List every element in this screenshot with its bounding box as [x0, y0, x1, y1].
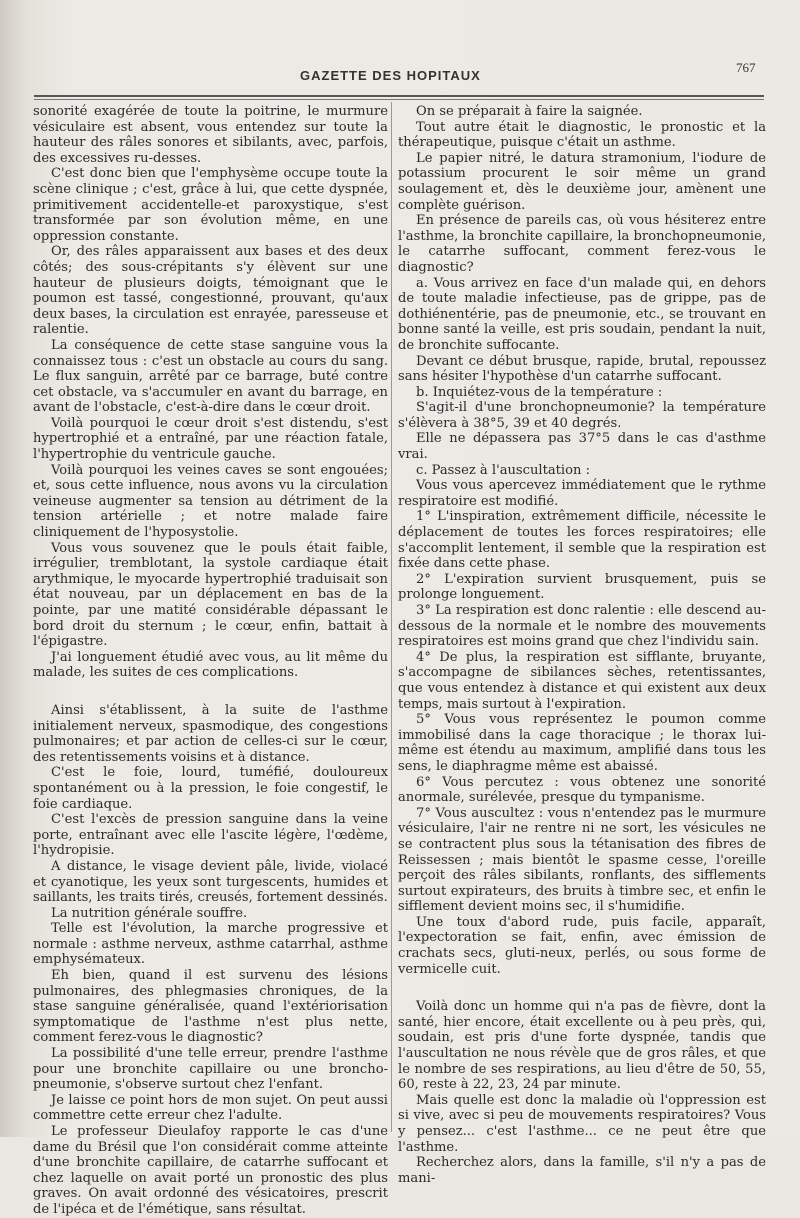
right-column [398, 104, 766, 1186]
paragraph: Le papier nitré, le datura stramonium, l'iodure de potassium procurent le soir même un grand soulagement et, dès le deuxième jour, amènent une complète guérison. [398, 150, 766, 213]
paragraph: 5° Vous vous représentez le poumon comme immobilisé dans la cage thoracique ; le thorax lui-même est étendu au maximum, amplifié dans tous les sens, le diaphragme même est abaissé. [398, 712, 766, 774]
paragraph: Eh bien, quand il est survenu des lésions pulmonaires, des phlegmasies chroniques, de la stase sanguine généralisée, quand l'extériorisation symptomatique de l'asthme n'est plus nette, comment ferez-vous le diagnostic? [33, 968, 388, 1046]
header-rule-thin [34, 99, 764, 100]
page-number: 767 [736, 60, 756, 75]
paragraph: sonorité exagérée de toute la poitrine, le murmure vésiculaire est absent, vous entendez sur toute la hauteur des râles sonores et sibilants, avec, parfois, des excessives ru-desses. [33, 104, 388, 166]
paragraph: A distance, le visage devient pâle, livide, violacé et cyanotique, les yeux sont turgescents, humides et saillants, les traits tirés, creusés, fortement dessinés. [33, 858, 388, 906]
paragraph: La nutrition générale souffre. [51, 905, 248, 921]
paragraph: b. Inquiétez-vous de la température : [416, 384, 663, 400]
paragraph: Vous vous souvenez que le pouls était faible, irrégulier, tremblotant, la systole cardiaque était arythmique, le myocarde hypertrophié traduisait son état nouveau, par un déplacement en bas de la pointe, par une matité considérable dépassant le bord droit du sternum ; le cœur, enfin, battait à l'épigastre. [33, 540, 388, 650]
paragraph: C'est donc bien que l'emphysème occupe toute la scène clinique ; c'est, grâce à lui, que cette dyspnée, primitivement accidentelle-et paroxystique, s'est transformée par son évolution même, en une oppression constante. [33, 166, 388, 244]
paragraph: Le professeur Dieulafoy rapporte le cas d'une dame du Brésil que l'on considérait comme atteinte d'une bronchite capillaire, de catarrhe suffocant et chez laquelle on avait porté un pronostic des plus graves. On avait ordonné des vésicatoires, prescrit de l'ipéca et de l'émétique, sans résultat. [33, 1124, 388, 1217]
paragraph: 3° La respiration est donc ralentie : elle descend au-dessous de la normale et le nombre des mouvements respiratoires est moins grand que chez l'individu sain. [398, 603, 766, 650]
paragraph: Vous vous apercevez immédiatement que le rythme respiratoire est modifié. [398, 478, 766, 509]
paragraph: 7° Vous auscultez : vous n'entendez pas le murmure vésiculaire, l'air ne rentre ni ne sort, les vésicules ne se contractent plus sous la tétanisation des fibres de Reissessen ; mais bientôt le spasme cesse, l'oreille perçoit des râles sibilants, ronflants, des sifflements surtout expirateurs, des bruits à timbre sec, et enfin le sifflement devient moins sec, il s'humidifie. [398, 805, 766, 915]
paragraph: En présence de pareils cas, où vous hésiterez entre l'asthme, la bronchite capillaire, la bronchopneumonie, le catarrhe suffocant, comment ferez-vous le diagnostic? [398, 213, 766, 275]
paragraph: Tout autre était le diagnostic, le pronostic et la thérapeutique, puisque c'était un asthme. [398, 119, 766, 151]
left-column [33, 104, 388, 1218]
paragraph: On se préparait à faire la saignée. [416, 104, 643, 119]
paragraph: Voilà pourquoi le cœur droit s'est distendu, s'est hypertrophié et a entraîné, par une réaction fatale, l'hypertrophie du ventricule gauche. [33, 415, 388, 463]
paragraph: Or, des râles apparaissent aux bases et des deux côtés; des sous-crépitants s'y élèvent sur une hauteur de plusieurs doigts, témoignant que le poumon est tassé, congestionné, prouvant, qu'aux deux bases, la circulation est enrayée, paresseuse et ralentie. [33, 244, 388, 338]
paragraph: a. Vous arrivez en face d'un malade qui, en dehors de toute maladie infectieuse, pas de grippe, pas de dothiénentérie, pas de pneumonie, etc., se trouvant en bonne santé la veille, est pris soudain, pendant la nuit, de bronchite suffocante. [398, 275, 766, 353]
paragraph: La conséquence de cette stase sanguine vous la connaissez tous : c'est un obstacle au cours du sang. Le flux sanguin, arrêté par ce barrage, buté contre cet obstacle, va s'accumuler en avant du barrage, en avant de l'obstacle, c'est-à-dire dans le cœur droit. [33, 337, 388, 416]
paragraph: Recherchez alors, dans la famille, s'il n'y a pas de mani- [398, 1155, 766, 1186]
paragraph: Mais quelle est donc la maladie où l'oppression est si vive, avec si peu de mouvements respiratoires? Vous y pensez... c'est l'asthme... ce ne peut être que l'asthme. [398, 1092, 766, 1155]
paragraph: S'agit-il d'une bronchopneumonie? la température s'élèvera à 38°5, 39 et 40 degrés. [398, 400, 766, 431]
column-divider [391, 102, 392, 1132]
paragraph: J'ai longuement étudié avec vous, au lit même du malade, les suites de ces complications. [33, 649, 388, 681]
paragraph: Je laisse ce point hors de mon sujet. On peut aussi commettre cette erreur chez l'adulte. [33, 1092, 388, 1124]
page-header [0, 60, 800, 90]
header-rule-thick [34, 95, 764, 97]
paragraph: 4° De plus, la respiration est sifflante, bruyante, s'accompagne de sibilances sèches, retentissantes, que vous entendez à distance et qui existent aux deux temps, mais surtout à l'expiration. [398, 649, 766, 712]
paragraph: Voilà donc un homme qui n'a pas de fièvre, dont la santé, hier encore, était excellente ou à peu près, qui, soudain, est pris d'une forte dyspnée, tandis que l'auscultation ne nous révèle que de gros râles, et que le nombre de ses respirations, au lieu d'être de 50, 55, 60, reste à 22, 23, 24 par minute. [398, 999, 766, 1093]
paragraph: 1° L'inspiration, extrêmement difficile, nécessite le déplacement de toutes les forces respiratoires; elle s'accomplit lentement, il semble que la respiration est fixée dans cette phase. [398, 509, 766, 572]
paragraph: Elle ne dépassera pas 37°5 dans le cas d'asthme vrai. [398, 431, 766, 463]
paragraph: C'est l'excès de pression sanguine dans la veine porte, entraînant avec elle l'ascite légère, l'œdème, l'hydropisie. [33, 812, 388, 859]
paragraph: 6° Vous percutez : vous obtenez une sonorité anormale, surélevée, presque du tympanisme. [398, 774, 766, 806]
paragraph: Une toux d'abord rude, puis facile, apparaît, l'expectoration se fait, enfin, avec émission de crachats secs, gluti-neux, perlés, ou sous forme de vermicelle cuit. [398, 914, 766, 977]
paragraph: Devant ce début brusque, rapide, brutal, repoussez sans hésiter l'hypothèse d'un catarrhe suffocant. [398, 353, 766, 385]
running-title: GAZETTE DES HOPITAUX [300, 68, 481, 83]
paragraph: c. Passez à l'auscultation : [416, 462, 591, 478]
paragraph: Ainsi s'établissent, à la suite de l'asthme initialement nerveux, spasmodique, des congestions pulmonaires; et par action de celles-ci sur le cœur, des retentissements voisins et à distance. [33, 702, 388, 765]
paragraph: Voilà pourquoi les veines caves se sont engouées; et, sous cette influence, nous avons vu la circulation veineuse augmenter sa tension au détriment de la tension artérielle ; et notre malade faire cliniquement de l'hyposystolie. [33, 462, 388, 541]
paragraph: La possibilité d'une telle erreur, prendre l'asthme pour une bronchite capillaire ou une broncho-pneumonie, s'observe surtout chez l'enfant. [33, 1046, 388, 1093]
paragraph: 2° L'expiration survient brusquement, puis se prolonge longuement. [398, 571, 766, 603]
paragraph: C'est le foie, lourd, tuméfié, douloureux spontanément ou à la pression, le foie congestif, le foie cardiaque. [33, 765, 388, 812]
paragraph: Telle est l'évolution, la marche progressive et normale : asthme nerveux, asthme catarrhal, asthme emphysémateux. [33, 921, 388, 968]
